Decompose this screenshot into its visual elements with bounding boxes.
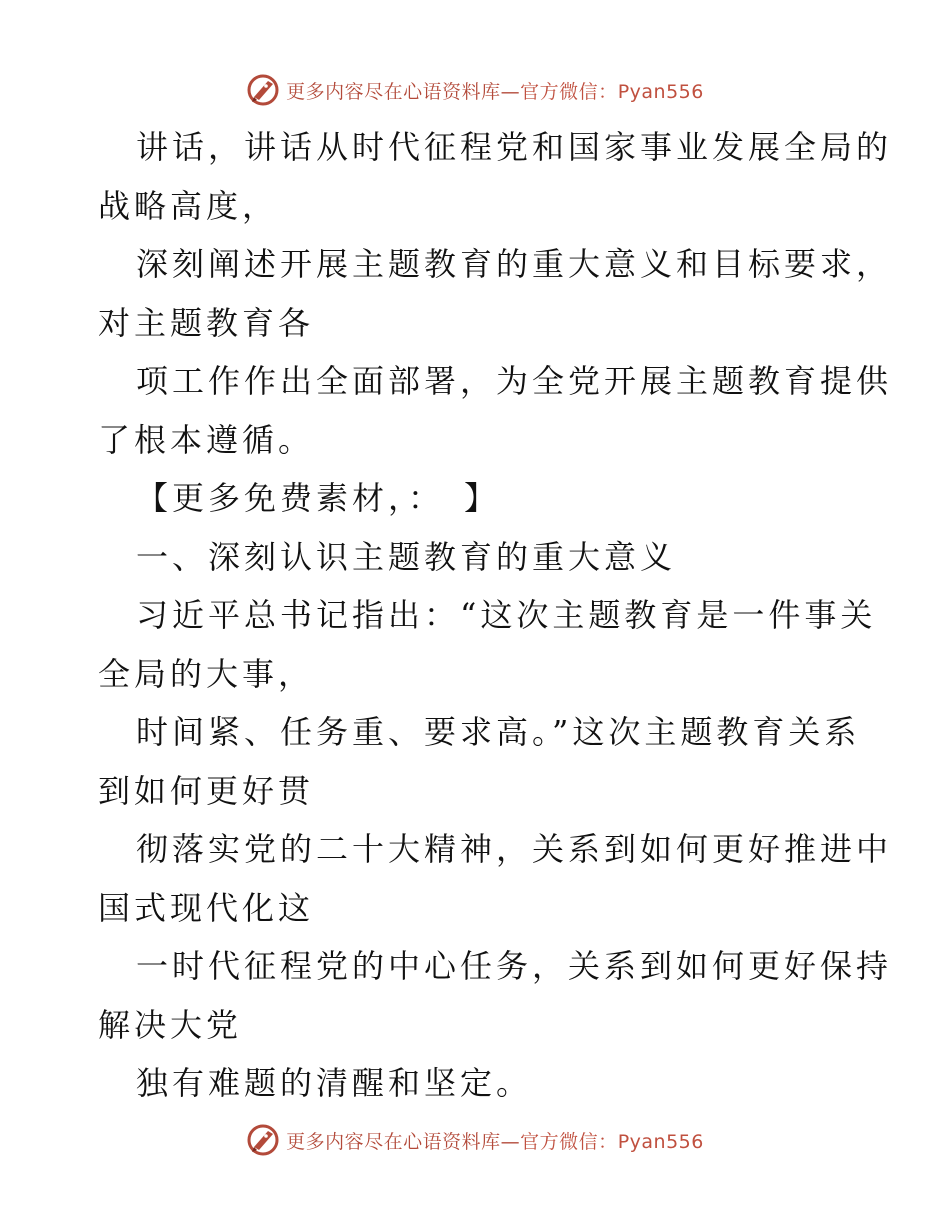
text-line: 一时代征程党的中心任务，关系到如何更好保持 (136, 947, 893, 985)
text-line: 对主题教育各 (98, 303, 315, 342)
banner-separator: — (500, 1130, 521, 1153)
banner-wechat-label: 官方微信： (520, 1130, 618, 1153)
text-line: 到如何更好贯 (98, 771, 315, 810)
text-line: 时间紧、任务重、要求高。”这次主题教育关系 (136, 713, 861, 751)
text-line: 全局的大事， (98, 654, 315, 693)
pen-nib-logo-icon (246, 1123, 280, 1157)
text-line: 战略高度， (98, 186, 279, 225)
text-line: 国式现代化这 (98, 888, 315, 927)
text-line: 习近平总书记指出：“这次主题教育是一件事关 (136, 596, 877, 634)
text-line: 【更多免费素材，： 】 (136, 479, 501, 517)
banner-site-text: 更多内容尽在心语资料库 (286, 1130, 501, 1153)
text-line: 项工作作出全面部署，为全党开展主题教育提供 (136, 362, 893, 400)
text-line: 解决大党 (98, 1005, 243, 1044)
banner-wechat-id: Pyan556 (617, 1130, 704, 1153)
banner-text (286, 77, 704, 104)
pen-nib-logo-icon (246, 73, 280, 107)
banner-text (286, 1127, 704, 1154)
banner-wechat-id: Pyan556 (617, 80, 704, 103)
banner-site-text: 更多内容尽在心语资料库 (286, 80, 501, 103)
banner-wechat-label: 官方微信： (520, 80, 618, 103)
section-heading: 一、深刻认识主题教育的重大意义 (136, 537, 677, 576)
text-line: 了根本遵循。 (98, 420, 315, 459)
document-body (98, 118, 893, 1113)
text-line: 彻落实党的二十大精神，关系到如何更好推进中 (136, 830, 893, 868)
header-watermark-banner (0, 70, 950, 110)
banner-separator: — (500, 80, 521, 103)
text-line: 深刻阐述开展主题教育的重大意义和目标要求， (136, 245, 893, 283)
footer-watermark-banner (0, 1120, 950, 1160)
text-line: 独有难题的清醒和坚定。 (136, 1064, 533, 1102)
text-line: 讲话，讲话从时代征程党和国家事业发展全局的 (136, 128, 893, 166)
